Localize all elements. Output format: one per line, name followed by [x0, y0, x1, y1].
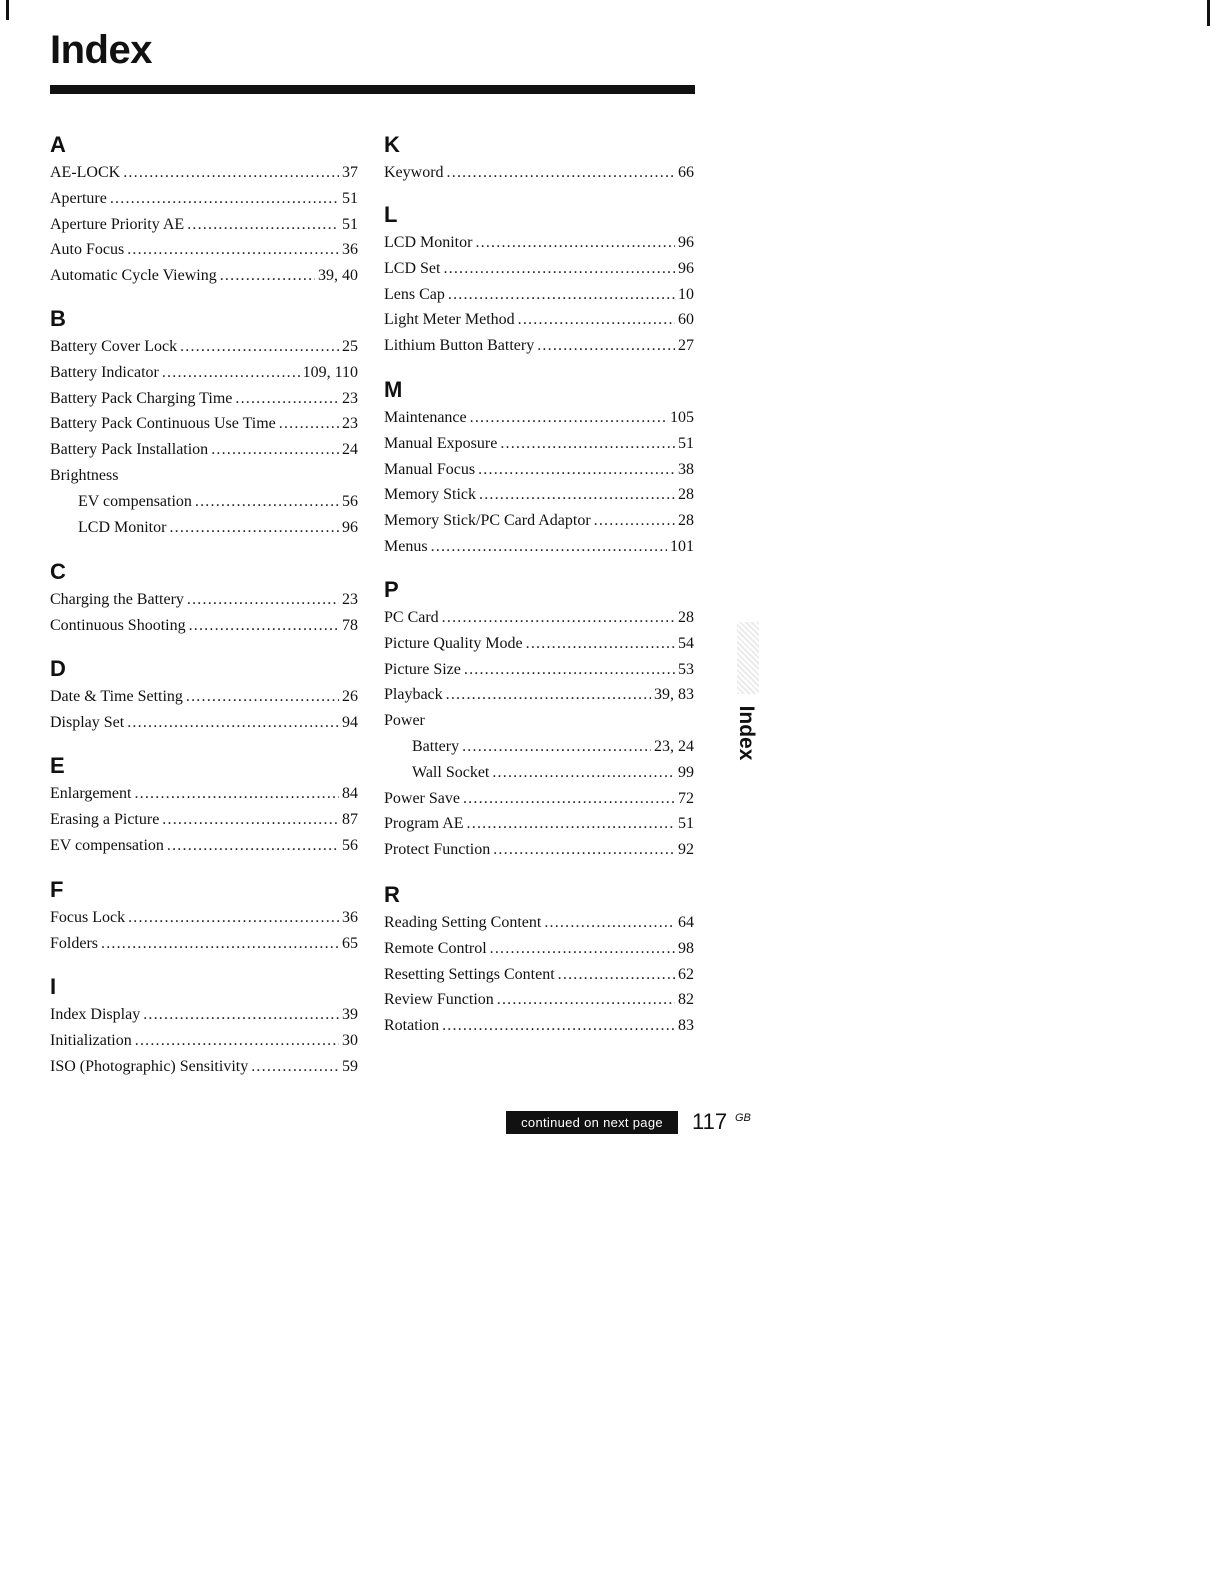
- dot-leader: [490, 936, 675, 962]
- dot-leader: [479, 482, 675, 508]
- section-letter: A: [50, 132, 66, 157]
- index-entry: [384, 936, 694, 962]
- index-entry: [50, 212, 358, 238]
- entry-pages: 101: [670, 537, 694, 555]
- dot-leader: [220, 263, 315, 289]
- entry-term: Playback: [384, 686, 443, 704]
- entry-pages: 39, 40: [318, 267, 358, 285]
- dot-leader: [189, 613, 339, 639]
- entry-pages: 96: [678, 259, 694, 277]
- index-entry: [384, 786, 694, 812]
- entry-term: Battery Pack Continuous Use Time: [50, 415, 276, 433]
- dot-leader: [180, 334, 339, 360]
- index-entry: [50, 587, 358, 613]
- entry-pages: 28: [678, 609, 694, 626]
- index-subentry: [50, 515, 358, 541]
- dot-leader: [492, 760, 675, 786]
- continued-banner: continued on next page: [506, 1111, 678, 1134]
- side-tab-shading: [737, 622, 759, 694]
- entry-pages: 99: [678, 763, 694, 781]
- entry-pages: 96: [678, 234, 694, 251]
- dot-leader: [448, 282, 675, 308]
- dot-leader: [500, 431, 675, 457]
- section-letter: R: [384, 882, 400, 907]
- index-entry: [384, 457, 694, 483]
- index-entry: [384, 307, 694, 333]
- section-letter: C: [50, 559, 66, 584]
- entry-term: PC Card: [384, 609, 439, 626]
- crop-mark-right: [1207, 0, 1210, 26]
- entry-term: Charging the Battery: [50, 591, 184, 608]
- entry-term: Memory Stick: [384, 486, 476, 504]
- dot-leader: [478, 457, 675, 483]
- index-entry: [384, 631, 694, 657]
- index-entry: [50, 160, 358, 186]
- dot-leader: [195, 489, 339, 515]
- entry-pages: 62: [678, 965, 694, 983]
- page-title: Index: [50, 28, 152, 72]
- index-entry: [384, 431, 694, 457]
- index-entry: [50, 1028, 358, 1054]
- entry-pages: 24: [342, 441, 358, 459]
- index-entry: [50, 386, 358, 412]
- index-section-d: [50, 654, 358, 736]
- section-letter: M: [384, 377, 403, 402]
- entry-pages: 60: [678, 311, 694, 329]
- entry-term: Manual Focus: [384, 460, 476, 478]
- index-section-p: [384, 575, 694, 863]
- entry-pages: 64: [678, 914, 694, 931]
- entry-term: Review Function: [384, 991, 494, 1009]
- entry-term: ISO (Photographic) Sensitivity: [50, 1057, 249, 1075]
- index-subentry: [384, 734, 694, 760]
- index-entry: [384, 405, 694, 431]
- dot-leader: [442, 1013, 675, 1039]
- entry-term: Battery Pack Installation: [50, 441, 209, 459]
- dot-leader: [279, 411, 339, 437]
- page-suffix: GB: [735, 1112, 751, 1124]
- entry-term: Aperture Priority AE: [50, 215, 185, 233]
- section-letter: E: [50, 753, 65, 778]
- index-entry: [50, 237, 358, 263]
- entry-term: Battery Cover Lock: [50, 338, 178, 355]
- index-entry: [50, 781, 358, 807]
- dot-leader: [526, 631, 675, 657]
- entry-pages: 23: [342, 389, 358, 407]
- entry-term: Erasing a Picture: [50, 810, 160, 828]
- entry-term: EV compensation: [78, 492, 192, 510]
- dot-leader: [187, 587, 339, 613]
- index-section-k: [384, 130, 694, 186]
- entry-term: Manual Exposure: [384, 434, 498, 452]
- index-entry: [384, 534, 694, 560]
- index-entry: [50, 710, 358, 736]
- entry-term: Battery Pack Charging Time: [50, 389, 233, 407]
- dot-leader: [475, 230, 675, 256]
- dot-leader: [537, 333, 675, 359]
- index-section-r: [384, 880, 694, 1039]
- entry-term: Maintenance: [384, 409, 467, 426]
- entry-pages: 78: [342, 616, 358, 634]
- entry-term: Picture Quality Mode: [384, 634, 523, 652]
- section-letter: L: [384, 202, 398, 227]
- entry-term: Aperture: [50, 189, 107, 207]
- index-entry: [384, 256, 694, 282]
- page-number: 117: [692, 1109, 728, 1134]
- entry-term: Battery Indicator: [50, 363, 159, 381]
- entry-term: Protect Function: [384, 841, 491, 859]
- dot-leader: [464, 657, 675, 683]
- dot-leader: [447, 160, 675, 186]
- entry-term: Remote Control: [384, 939, 487, 957]
- entry-pages: 23: [342, 591, 358, 608]
- entry-pages: 23: [342, 415, 358, 433]
- index-entry: [384, 811, 694, 837]
- entry-term: Reading Setting Content: [384, 914, 542, 931]
- section-letter: I: [50, 974, 57, 999]
- dot-leader: [594, 508, 675, 534]
- entry-term: Menus: [384, 537, 428, 555]
- entry-term: Power Save: [384, 789, 460, 807]
- entry-term: LCD Monitor: [384, 234, 473, 251]
- index-entry: [384, 682, 694, 708]
- dot-leader: [251, 1054, 339, 1080]
- entry-term: Lithium Button Battery: [384, 337, 535, 355]
- entry-pages: 27: [678, 337, 694, 355]
- index-section-e: [50, 751, 358, 858]
- dot-leader: [462, 734, 651, 760]
- dot-leader: [134, 781, 339, 807]
- entry-pages: 30: [342, 1031, 358, 1049]
- entry-term: Index Display: [50, 1006, 141, 1023]
- index-entry: [384, 230, 694, 256]
- index-entry: [384, 708, 694, 734]
- dot-leader: [128, 905, 339, 931]
- dot-leader: [123, 160, 339, 186]
- index-entry: [50, 613, 358, 639]
- index-entry: [384, 282, 694, 308]
- entry-pages: 92: [678, 841, 694, 859]
- index-entry: [50, 437, 358, 463]
- title-rule: [50, 85, 695, 94]
- dot-leader: [463, 786, 675, 812]
- index-section-c: [50, 557, 358, 639]
- index-section-l: [384, 200, 694, 359]
- side-tab-label: Index: [735, 705, 758, 761]
- index-entry: [50, 1002, 358, 1028]
- entry-term: Display Set: [50, 713, 125, 731]
- index-entry: [50, 931, 358, 957]
- dot-leader: [470, 405, 667, 431]
- entry-term: Resetting Settings Content: [384, 965, 555, 983]
- entry-term: Wall Socket: [412, 763, 490, 781]
- index-entry: [384, 657, 694, 683]
- dot-leader: [446, 682, 651, 708]
- entry-pages: 84: [342, 785, 358, 802]
- index-entry: [50, 684, 358, 710]
- entry-pages: 87: [342, 810, 358, 828]
- entry-pages: 72: [678, 789, 694, 807]
- entry-pages: 38: [678, 460, 694, 478]
- entry-pages: 28: [678, 486, 694, 504]
- entry-term: Focus Lock: [50, 909, 126, 926]
- entry-term: Initialization: [50, 1031, 132, 1049]
- index-entry: [50, 905, 358, 931]
- dot-leader: [143, 1002, 339, 1028]
- entry-pages: 54: [678, 634, 694, 652]
- dot-leader: [162, 807, 339, 833]
- entry-pages: 105: [670, 409, 694, 426]
- index-entry: [50, 186, 358, 212]
- entry-pages: 53: [678, 660, 694, 678]
- dot-leader: [186, 684, 339, 710]
- dot-leader: [187, 212, 339, 238]
- index-section-b: [50, 304, 358, 540]
- entry-pages: 94: [342, 713, 358, 731]
- index-section-a: [50, 130, 358, 289]
- entry-pages: 56: [342, 836, 358, 854]
- entry-pages: 39, 83: [654, 686, 694, 704]
- section-letter: F: [50, 877, 64, 902]
- dot-leader: [101, 931, 339, 957]
- dot-leader: [544, 910, 675, 936]
- entry-pages: 51: [678, 815, 694, 833]
- index-entry: [384, 910, 694, 936]
- side-tab: [734, 700, 758, 766]
- entry-term: Continuous Shooting: [50, 616, 186, 634]
- index-entry: [50, 463, 358, 489]
- entry-pages: 25: [342, 338, 358, 355]
- entry-pages: 83: [678, 1017, 694, 1035]
- dot-leader: [443, 256, 675, 282]
- index-entry: [384, 987, 694, 1013]
- index-entry: [384, 333, 694, 359]
- dot-leader: [493, 837, 675, 863]
- index-subentry: [50, 489, 358, 515]
- entry-term: Folders: [50, 934, 98, 952]
- index-entry: [50, 263, 358, 289]
- index-entry: [384, 962, 694, 988]
- entry-pages: 26: [342, 688, 358, 705]
- entry-pages: 82: [678, 991, 694, 1009]
- index-subentry: [384, 760, 694, 786]
- entry-pages: 51: [678, 434, 694, 452]
- section-letter: D: [50, 656, 66, 681]
- entry-term: Memory Stick/PC Card Adaptor: [384, 512, 591, 530]
- index-entry: [384, 482, 694, 508]
- entry-pages: 109, 110: [302, 363, 358, 381]
- dot-leader: [135, 1028, 339, 1054]
- entry-pages: 28: [678, 512, 694, 530]
- entry-pages: 23, 24: [654, 737, 694, 755]
- entry-term: AE-LOCK: [50, 164, 121, 181]
- entry-pages: 36: [342, 241, 358, 259]
- entry-pages: 10: [678, 285, 694, 303]
- dot-leader: [169, 515, 339, 541]
- entry-term: Battery: [412, 737, 460, 755]
- index-section-i: [50, 972, 358, 1079]
- index-entry: [384, 1013, 694, 1039]
- dot-leader: [497, 987, 675, 1013]
- entry-term: Power: [384, 712, 425, 730]
- dot-leader: [211, 437, 339, 463]
- entry-pages: 51: [342, 215, 358, 233]
- section-letter: P: [384, 577, 399, 602]
- dot-leader: [110, 186, 339, 212]
- dot-leader: [442, 605, 675, 631]
- dot-leader: [467, 811, 675, 837]
- entry-pages: 96: [342, 518, 358, 536]
- dot-leader: [167, 833, 339, 859]
- dot-leader: [127, 710, 339, 736]
- entry-term: LCD Monitor: [78, 518, 167, 536]
- entry-term: Rotation: [384, 1017, 440, 1035]
- entry-pages: 51: [342, 189, 358, 207]
- dot-leader: [235, 386, 339, 412]
- index-entry: [384, 605, 694, 631]
- dot-leader: [162, 360, 300, 386]
- index-entry: [50, 833, 358, 859]
- index-section-f: [50, 875, 358, 957]
- index-entry: [50, 360, 358, 386]
- entry-term: Brightness: [50, 466, 119, 484]
- index-entry: [384, 160, 694, 186]
- entry-term: LCD Set: [384, 259, 441, 277]
- index-entry: [50, 807, 358, 833]
- index-entry: [384, 837, 694, 863]
- entry-term: Enlargement: [50, 785, 132, 802]
- entry-pages: 59: [342, 1057, 358, 1075]
- crop-mark-left: [6, 0, 9, 20]
- index-entry: [50, 411, 358, 437]
- entry-term: Auto Focus: [50, 241, 125, 259]
- entry-term: Light Meter Method: [384, 311, 515, 329]
- entry-pages: 37: [342, 164, 358, 181]
- dot-leader: [431, 534, 667, 560]
- entry-pages: 66: [678, 164, 694, 181]
- section-letter: B: [50, 306, 66, 331]
- entry-term: Lens Cap: [384, 285, 445, 303]
- index-entry: [384, 508, 694, 534]
- dot-leader: [558, 962, 675, 988]
- entry-pages: 56: [342, 492, 358, 510]
- entry-term: Picture Size: [384, 660, 461, 678]
- index-entry: [50, 1054, 358, 1080]
- entry-term: Keyword: [384, 164, 444, 181]
- entry-pages: 65: [342, 934, 358, 952]
- index-entry: [50, 334, 358, 360]
- section-letter: K: [384, 132, 400, 157]
- entry-pages: 39: [342, 1006, 358, 1023]
- entry-term: Automatic Cycle Viewing: [50, 267, 217, 285]
- dot-leader: [127, 237, 339, 263]
- entry-pages: 98: [678, 939, 694, 957]
- entry-term: EV compensation: [50, 836, 164, 854]
- entry-term: Program AE: [384, 815, 464, 833]
- entry-pages: 36: [342, 909, 358, 926]
- index-section-m: [384, 375, 694, 560]
- dot-leader: [518, 307, 675, 333]
- entry-term: Date & Time Setting: [50, 688, 183, 705]
